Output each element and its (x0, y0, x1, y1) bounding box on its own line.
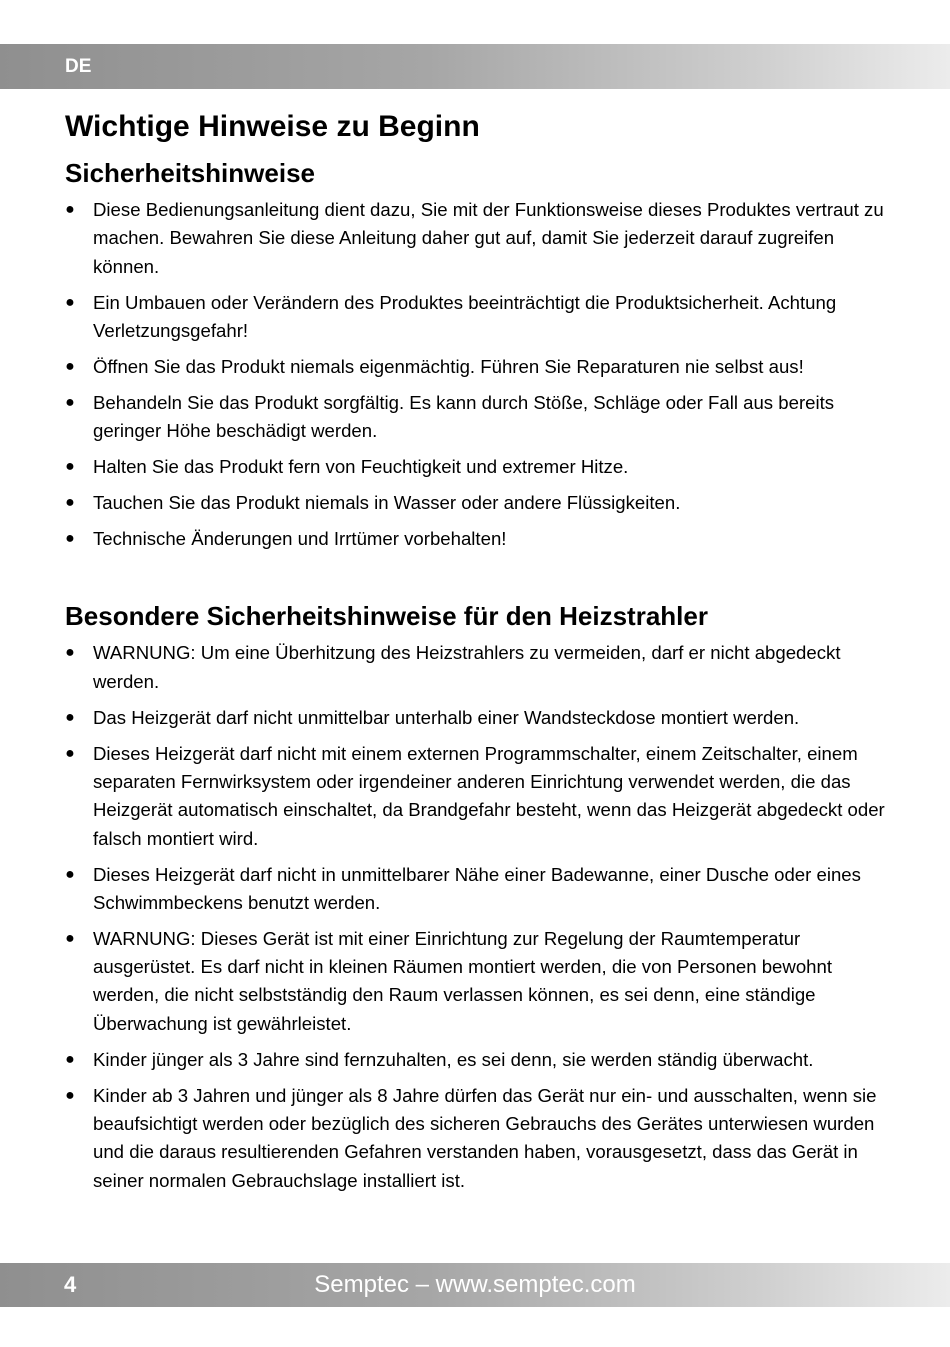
section-heading-safety: Sicherheitshinweise (65, 158, 315, 188)
list-item-text: Technische Änderungen und Irrtümer vorbehalten! (93, 528, 507, 550)
list-item (65, 639, 895, 696)
bullet-icon: ● (65, 293, 75, 311)
bullet-icon: ● (65, 744, 75, 762)
bullet-icon: ● (65, 530, 75, 548)
bullet-icon: ● (65, 929, 75, 947)
list-item-text: Behandeln Sie das Produkt sorgfältig. Es kann durch Stöße, Schläge oder Fall aus bereits geringer Höhe beschädigt werden. (93, 391, 835, 442)
list-item (65, 453, 895, 481)
list-item-text: WARNUNG: Um eine Überhitzung des Heizstrahlers zu vermeiden, darf er nicht abgedeckt werden. (93, 642, 841, 692)
bullet-icon: ● (65, 494, 75, 512)
list-item (65, 389, 895, 446)
language-label: DE (65, 56, 92, 77)
list-item (65, 1082, 895, 1195)
list-item (65, 353, 895, 381)
bullet-icon: ● (65, 865, 75, 883)
list-item (65, 289, 895, 346)
list-item-text: Tauchen Sie das Produkt niemals in Wasser oder andere Flüssigkeiten. (93, 492, 681, 514)
bullet-icon: ● (65, 1050, 75, 1068)
list-item (65, 704, 895, 732)
list-item (65, 740, 895, 853)
footer-text: Semptec – www.semptec.com (314, 1271, 636, 1298)
bullet-icon: ● (65, 1086, 75, 1104)
list-item (65, 196, 895, 281)
heater-safety-list (65, 639, 895, 1194)
list-item (65, 925, 895, 1038)
bullet-icon: ● (65, 393, 75, 411)
bullet-icon: ● (65, 708, 75, 726)
list-item (65, 525, 895, 553)
list-item-text: Halten Sie das Produkt fern von Feuchtigkeit und extremer Hitze. (93, 456, 629, 478)
list-item-text: Diese Bedienungsanleitung dient dazu, Sie mit der Funktionsweise dieses Produktes vertraut zu machen. Bewahren Sie diese Anleitung daher gut auf, damit Sie jederzeit darauf zugreifen können. (93, 199, 884, 277)
page-number: 4 (64, 1272, 77, 1297)
document-body (65, 108, 895, 1203)
list-item (65, 861, 895, 918)
bullet-icon: ● (65, 458, 75, 476)
list-item-text: Ein Umbauen oder Verändern des Produktes beeinträchtigt die Produktsicherheit. Achtung Verletzungsgefahr! (93, 291, 837, 341)
safety-list (65, 196, 895, 553)
section-heading-heater-safety: Besondere Sicherheitshinweise für den Heizstrahler (65, 601, 708, 632)
list-item-text: Das Heizgerät darf nicht unmittelbar unterhalb einer Wandsteckdose montiert werden. (93, 706, 800, 728)
list-item-text: Dieses Heizgerät darf nicht mit einem externen Programmschalter, einem Zeitschalter, einem separaten Fernwirksystem oder irgendeiner anderen Einrichtung verwendet werden, die das Heizgerät automatisch einschaltet, da Brandgefahr besteht, wenn das Heizgerät abgedeckt oder falsch montiert wird. (93, 742, 885, 849)
list-item-text: Kinder jünger als 3 Jahre sind fernzuhalten, es sei denn, sie werden ständig überwacht. (93, 1048, 814, 1070)
footer-bar (0, 1263, 950, 1307)
bullet-icon: ● (65, 357, 75, 375)
bullet-icon: ● (65, 201, 75, 218)
list-item-text: Dieses Heizgerät darf nicht in unmittelbarer Nähe einer Badewanne, einer Dusche oder eines Schwimmbeckens benutzt werden. (93, 863, 861, 913)
bullet-icon: ● (65, 644, 75, 662)
list-item (65, 489, 895, 517)
page-title: Wichtige Hinweise zu Beginn (65, 110, 480, 143)
list-item-text: Kinder ab 3 Jahren und jünger als 8 Jahre dürfen das Gerät nur ein- und ausschalten, wenn sie beaufsichtigt werden oder bezüglich des sicheren Gebrauchs des Gerätes unterwiesen wurden und die daraus resultierenden Gefahren verstanden haben, vorausgesetzt, dass das Gerät in seiner normalen Gebrauchslage installiert ist. (93, 1084, 877, 1191)
list-item (65, 1046, 895, 1074)
list-item-text: Öffnen Sie das Produkt niemals eigenmächtig. Führen Sie Reparaturen nie selbst aus! (93, 355, 804, 377)
list-item-text: WARNUNG: Dieses Gerät ist mit einer Einrichtung zur Regelung der Raumtemperatur ausgerüstet. Es darf nicht in kleinen Räumen montiert werden, die von Personen bewohnt werden, die nicht selbstständig den Raum verlassen können, es sei denn, eine ständige Überwachung ist gewährleistet. (93, 927, 833, 1034)
header-bar (0, 44, 950, 89)
